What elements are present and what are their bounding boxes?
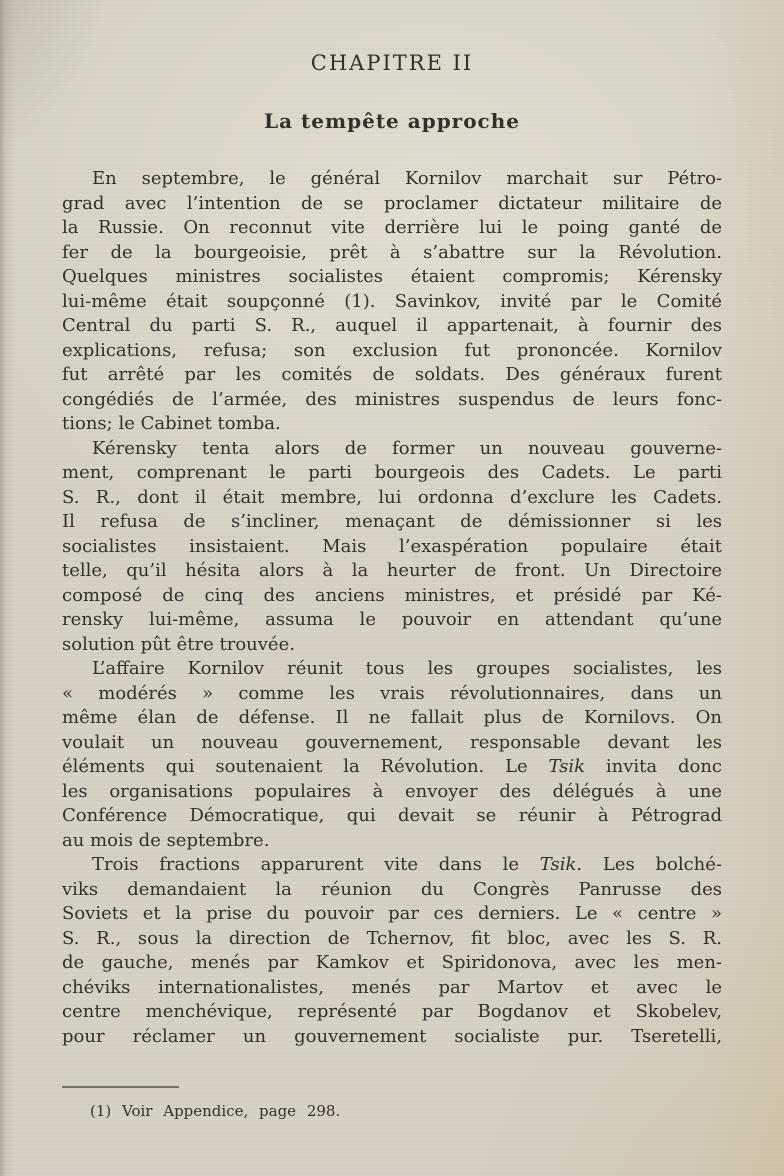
footnote-rule	[62, 1086, 179, 1088]
text-line: ment, comprenant le parti bourgeois des Cadets. Le parti	[62, 462, 722, 483]
text-line: fer de la bourgeoisie, prêt à s’abattre sur la Révolution.	[62, 241, 722, 263]
text-line: rensky lui-même, assuma le pouvoir en attendant qu’une	[62, 609, 722, 630]
text-line: de gauche, menés par Kamkov et Spiridonova, avec les men-	[62, 952, 722, 973]
text-line: tions; le Cabinet tomba.	[62, 413, 281, 434]
paragraph	[62, 657, 722, 853]
text-line: Kérensky tenta alors de former un nouveau gouverne-	[92, 437, 722, 459]
text-line: Trois fractions apparurent vite dans le Tsik. Les bolché-	[92, 854, 722, 875]
text-line: viks demandaient la réunion du Congrès Panrusse des	[62, 878, 722, 900]
text-line: Central du parti S. R., auquel il appartenait, à fournir des	[62, 315, 722, 336]
text-line: Soviets et la prise du pouvoir par ces derniers. Le « centre »	[62, 903, 722, 924]
text-line: En septembre, le général Kornilov marchait sur Pétro-	[92, 168, 722, 189]
text-line: centre menchévique, représenté par Bogdanov et Skobelev,	[62, 1001, 722, 1022]
text-block	[62, 167, 722, 1049]
paragraph	[62, 167, 722, 437]
text-line: « modérés » comme les vrais révolutionnaires, dans un	[62, 682, 722, 704]
text-line: chéviks internationalistes, menés par Martov et avec le	[62, 976, 722, 998]
text-line: grad avec l’intention de se proclamer dictateur militaire de	[62, 192, 722, 214]
text-line: lui-même était soupçonné (1). Savinkov, invité par le Comité	[62, 290, 722, 312]
text-line: S. R., dont il était membre, lui ordonna d’exclure les Cadets.	[62, 486, 722, 508]
text-line: Conférence Démocratique, qui devait se réunir à Pétrograd	[62, 805, 722, 826]
text-line: pour réclamer un gouvernement socialiste pur. Tseretelli,	[62, 1025, 722, 1047]
section-title: La tempête approche	[264, 109, 520, 133]
text-line: S. R., sous la direction de Tchernov, fit bloc, avec les S. R.	[62, 927, 722, 949]
paragraph	[62, 437, 722, 658]
text-line: Il refusa de s’incliner, menaçant de démissionner si les	[62, 511, 722, 532]
footnote: (1) Voir Appendice, page 298.	[90, 1102, 341, 1120]
text-line: éléments qui soutenaient la Révolution. Le Tsik invita donc	[62, 756, 722, 777]
paragraph	[62, 853, 722, 1049]
text-line: congédiés de l’armée, des ministres suspendus de leurs fonc-	[62, 388, 722, 410]
text-line: socialistes insistaient. Mais l’exaspération populaire était	[62, 535, 722, 557]
text-line: composé de cinq des anciens ministres, et présidé par Ké-	[62, 584, 722, 606]
text-line: telle, qu’il hésita alors à la heurter de front. Un Directoire	[62, 560, 722, 581]
text-line: même élan de défense. Il ne fallait plus de Kornilovs. On	[62, 707, 722, 728]
text-line: les organisations populaires à envoyer des délégués à une	[62, 780, 722, 802]
text-line: solution pût être trouvée.	[62, 633, 295, 655]
chapter-heading: CHAPITRE II	[310, 51, 474, 75]
text-line: au mois de septembre.	[62, 829, 270, 851]
text-line: la Russie. On reconnut vite derrière lui le poing ganté de	[62, 217, 722, 238]
text-line: voulait un nouveau gouvernement, responsable devant les	[62, 731, 722, 753]
text-line: Quelques ministres socialistes étaient compromis; Kérensky	[62, 266, 722, 287]
text-line: explications, refusa; son exclusion fut prononcée. Kornilov	[62, 339, 722, 361]
text-line: L’affaire Kornilov réunit tous les groupes socialistes, les	[92, 658, 722, 679]
text-line: fut arrêté par les comités de soldats. Des généraux furent	[62, 364, 722, 385]
